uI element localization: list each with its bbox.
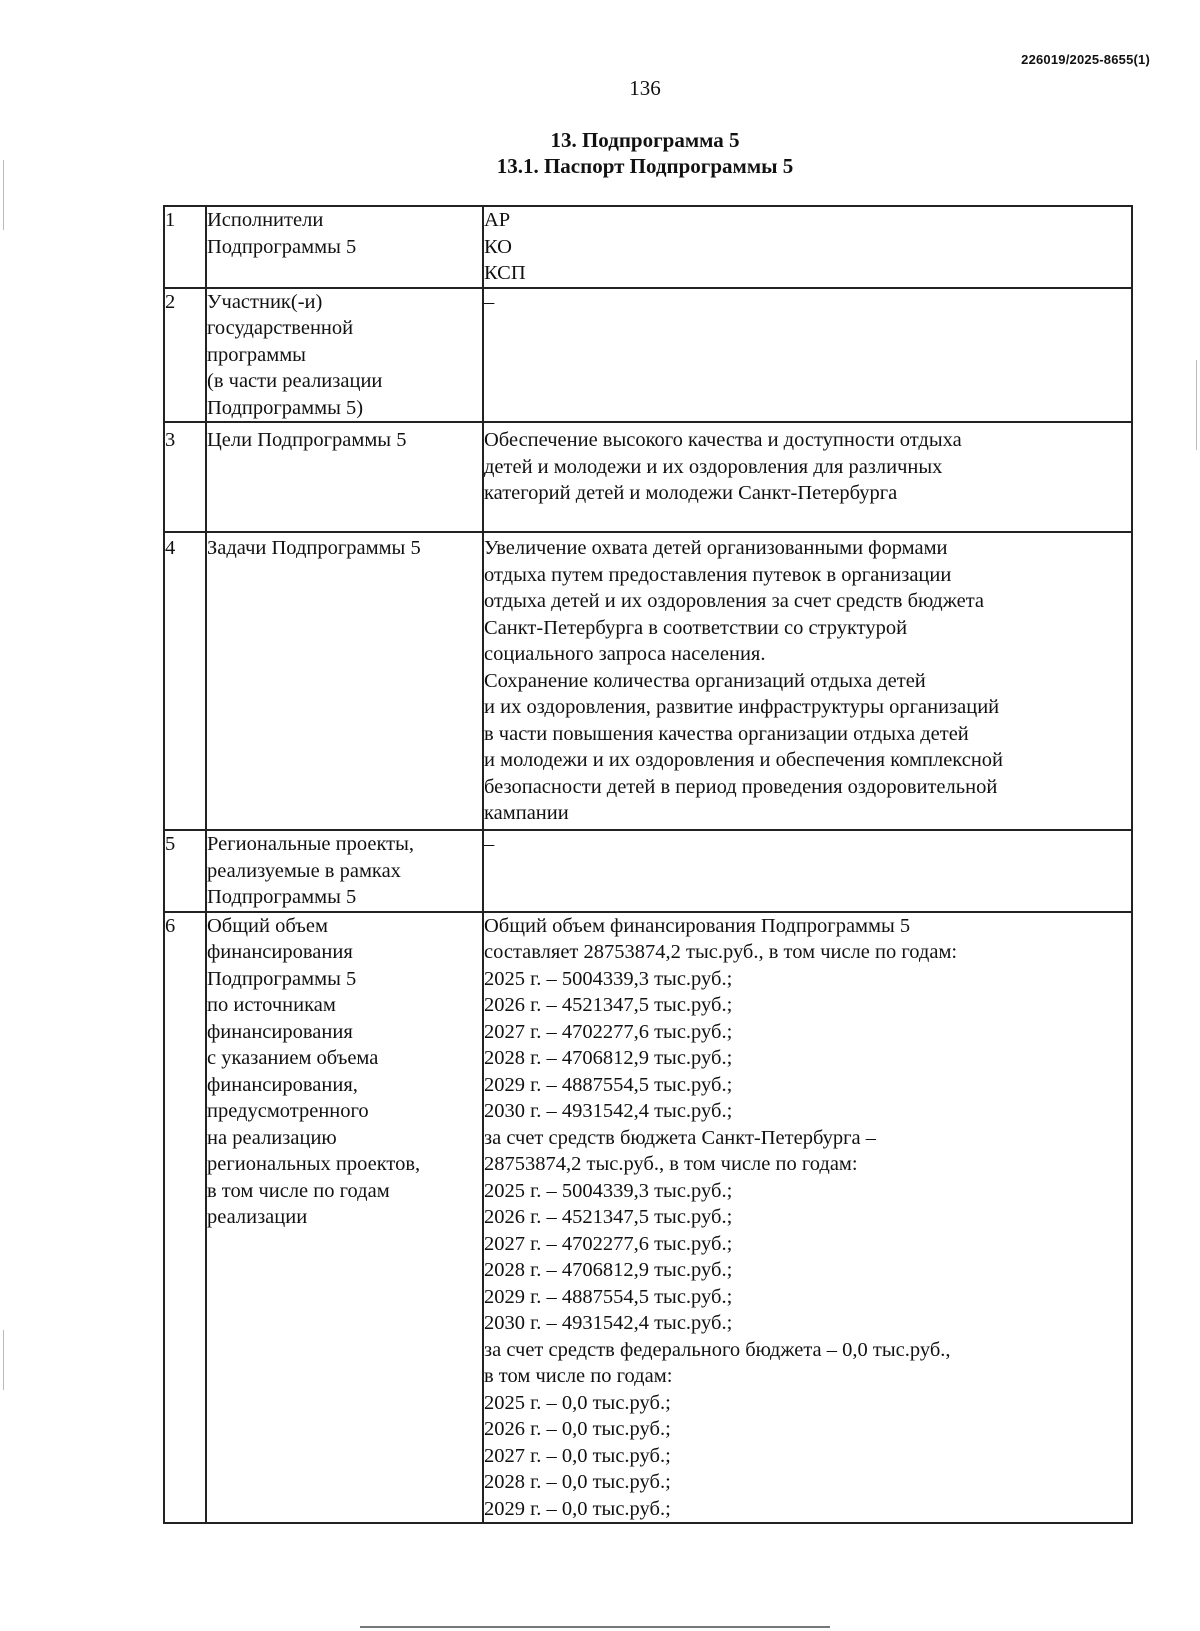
table-row <box>164 830 1132 912</box>
row-number: 6 <box>164 912 206 1524</box>
value-line: 2028 г. – 4706812,9 тыс.руб.; <box>484 1259 733 1281</box>
value-line: 2027 г. – 0,0 тыс.руб.; <box>484 1444 671 1467</box>
scan-bottom-line <box>360 1626 830 1628</box>
value-line: 2027 г. – 4702277,6 тыс.руб.; <box>484 1232 733 1255</box>
value-line: за счет средств федерального бюджета – 0,0 тыс.руб., <box>484 1338 951 1361</box>
value-line: 2027 г. – 4702277,6 тыс.руб.; <box>484 1020 733 1043</box>
label-line: Подпрограммы 5 <box>207 967 357 990</box>
value-line: 2028 г. – 4706812,9 тыс.руб.; <box>484 1047 733 1069</box>
value-line: за счет средств бюджета Санкт-Петербурга – <box>484 1126 876 1149</box>
label-line: Цели Подпрограммы 5 <box>207 429 407 451</box>
page-number: 136 <box>629 76 661 100</box>
value-line: составляет 28753874,2 тыс.руб., в том числе по годам: <box>484 941 958 963</box>
label-line: реализуемые в рамках <box>207 859 401 882</box>
value-line: 2025 г. – 5004339,3 тыс.руб.; <box>484 1179 733 1202</box>
value-line: КО <box>484 235 512 258</box>
table-row <box>164 532 1132 830</box>
passport-table-body <box>164 206 1132 1523</box>
value-line: 2030 г. – 4931542,4 тыс.руб.; <box>484 1100 733 1122</box>
value-line: 2025 г. – 5004339,3 тыс.руб.; <box>484 967 733 990</box>
value-line: 2025 г. – 0,0 тыс.руб.; <box>484 1391 671 1414</box>
value-line: – <box>484 833 495 855</box>
label-line: в том числе по годам <box>207 1179 390 1202</box>
value-line: КСП <box>484 262 526 284</box>
value-line: безопасности детей в период проведения оздоровительной <box>484 775 998 798</box>
value-line: – <box>484 290 495 313</box>
document-id: 226019/2025-8655(1) <box>1021 52 1150 67</box>
row-label <box>206 830 483 912</box>
value-line: социального запроса населения. <box>484 643 766 665</box>
value-line: в том числе по годам: <box>484 1365 673 1387</box>
row-value <box>483 830 1132 912</box>
table-row <box>164 288 1132 423</box>
subsection-heading: 13.1. Паспорт Подпрограммы 5 <box>496 154 794 178</box>
value-line: Обеспечение высокого качества и доступности отдыха <box>484 429 962 451</box>
value-line: отдыха путем предоставления путевок в организации <box>484 563 952 586</box>
row-label <box>206 288 483 423</box>
value-line: 28753874,2 тыс.руб., в том числе по годам: <box>484 1153 858 1175</box>
row-label <box>206 422 483 532</box>
value-line: 2026 г. – 0,0 тыс.руб.; <box>484 1418 671 1440</box>
value-line: кампании <box>484 802 569 824</box>
table-row <box>164 912 1132 1524</box>
value-line: категорий детей и молодежи Санкт-Петербурга <box>484 482 898 504</box>
label-line: региональных проектов, <box>207 1153 421 1175</box>
label-line: с указанием объема <box>207 1047 379 1069</box>
label-line: Подпрограммы 5) <box>207 396 364 419</box>
label-line: Региональные проекты, <box>207 833 415 855</box>
value-line: 2028 г. – 0,0 тыс.руб.; <box>484 1471 671 1493</box>
row-label <box>206 532 483 830</box>
row-number: 4 <box>164 532 206 830</box>
label-line: Участник(-и) <box>207 290 323 313</box>
row-value <box>483 532 1132 830</box>
label-line: финансирования <box>207 1020 353 1043</box>
label-line: (в части реализации <box>207 370 383 392</box>
row-value <box>483 288 1132 423</box>
label-line: Подпрограммы 5 <box>207 886 357 908</box>
scan-margin-mark <box>1196 360 1197 450</box>
row-number: 1 <box>164 206 206 288</box>
label-line: по источникам <box>207 994 336 1016</box>
row-value <box>483 206 1132 288</box>
row-number: 3 <box>164 422 206 532</box>
row-number: 2 <box>164 288 206 423</box>
label-line: на реализацию <box>207 1126 337 1149</box>
value-line: 2026 г. – 4521347,5 тыс.руб.; <box>484 994 733 1016</box>
value-line: и молодежи и их оздоровления и обеспечения комплексной <box>484 749 1004 771</box>
value-line: Санкт-Петербурга в соответствии со структурой <box>484 616 908 639</box>
value-line: 2026 г. – 4521347,5 тыс.руб.; <box>484 1206 733 1228</box>
label-line: Исполнители <box>207 209 324 231</box>
value-line: Сохранение количества организаций отдыха детей <box>484 669 926 692</box>
row-value <box>483 422 1132 532</box>
value-line: отдыха детей и их оздоровления за счет средств бюджета <box>484 590 984 612</box>
value-line: 2029 г. – 4887554,5 тыс.руб.; <box>484 1285 733 1308</box>
scan-margin-mark <box>3 1330 4 1390</box>
value-line: и их оздоровления, развитие инфраструктуры организаций <box>484 696 1000 718</box>
row-label <box>206 206 483 288</box>
table-row <box>164 422 1132 532</box>
table-row <box>164 206 1132 288</box>
label-line: реализации <box>207 1206 308 1228</box>
label-line: финансирования, <box>207 1073 358 1096</box>
value-line: Увеличение охвата детей организованными формами <box>484 537 948 559</box>
label-line: программы <box>207 343 306 366</box>
value-line: 2030 г. – 4931542,4 тыс.руб.; <box>484 1312 733 1334</box>
section-heading: 13. Подпрограмма 5 <box>550 128 740 152</box>
label-line: государственной <box>207 317 354 339</box>
label-line: финансирования <box>207 941 353 963</box>
label-line: предусмотренного <box>207 1100 369 1122</box>
value-line: детей и молодежи и их оздоровления для различных <box>484 455 943 478</box>
row-number: 5 <box>164 830 206 912</box>
label-line: Общий объем <box>207 914 328 937</box>
label-line: Подпрограммы 5 <box>207 235 357 258</box>
value-line: Общий объем финансирования Подпрограммы 5 <box>484 914 911 937</box>
scan-margin-mark <box>3 160 4 230</box>
row-label <box>206 912 483 1524</box>
value-line: в части повышения качества организации отдыха детей <box>484 722 969 745</box>
value-line: 2029 г. – 4887554,5 тыс.руб.; <box>484 1073 733 1096</box>
passport-table <box>163 205 1133 1524</box>
value-line: 2029 г. – 0,0 тыс.руб.; <box>484 1497 671 1520</box>
value-line: АР <box>484 209 511 231</box>
label-line: Задачи Подпрограммы 5 <box>207 537 421 559</box>
row-value <box>483 912 1132 1524</box>
